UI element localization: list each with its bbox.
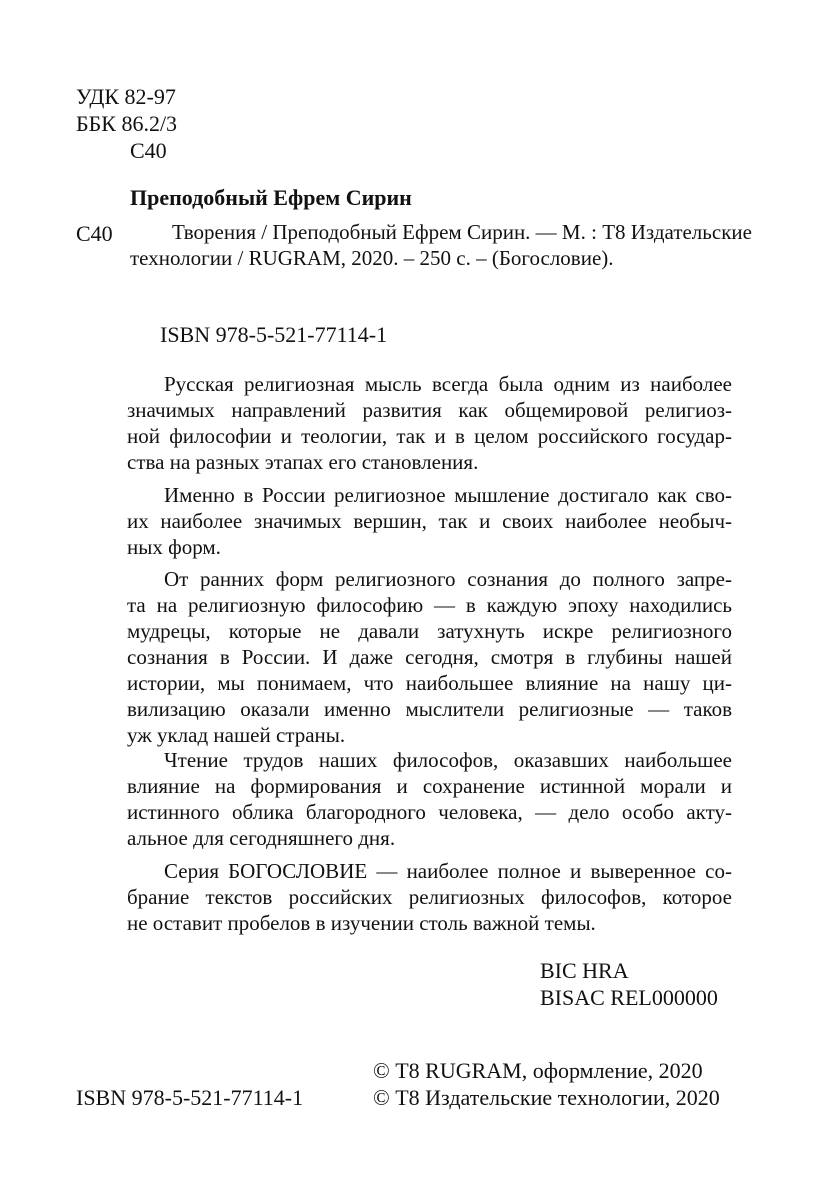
- author-mark: С40: [130, 138, 167, 163]
- copyright-design: © Т8 RUGRAM, оформление, 2020: [373, 1058, 703, 1083]
- bbk-code: ББК 86.2/3: [76, 111, 178, 136]
- text-line: Русская религиозная мысль всегда была одним из наиболее: [164, 372, 732, 396]
- annotation-paragraph-3: [127, 566, 732, 748]
- bic-code: BIC HRA: [540, 958, 629, 983]
- text-line: От ранних форм религиозного сознания до полного запре-: [164, 567, 732, 591]
- text-line: истории, мы понимаем, что наибольшее влияние на нашу ци-: [127, 671, 732, 695]
- text-line: Серия БОГОСЛОВИЕ — наиболее полное и выверенное со-: [164, 859, 732, 883]
- text-line: ства на разных этапах его становления.: [127, 450, 479, 474]
- text-line: уж уклад нашей страны.: [127, 723, 346, 747]
- record-heading: Преподобный Ефрем Сирин: [130, 185, 412, 210]
- text-line: та на религиозную философию — в каждую эпоху находились: [127, 593, 732, 617]
- text-line: ных форм.: [127, 535, 221, 559]
- text-line: влияние на формирования и сохранение истинной морали и: [127, 774, 732, 798]
- text-line: значимых направлений развития как общемировой религиоз-: [127, 398, 732, 422]
- annotation-paragraph-1: [127, 371, 732, 475]
- udk-code: УДК 82-97: [76, 84, 176, 109]
- text-line: мудрецы, которые не давали затухнуть искре религиозного: [127, 619, 732, 643]
- record-description: [130, 219, 752, 271]
- footer-isbn: ISBN 978-5-521-77114-1: [76, 1085, 304, 1110]
- text-line: Именно в России религиозное мышление достигало как сво-: [164, 483, 732, 507]
- text-line: вилизацию оказали именно мыслители религиозные — таков: [127, 697, 732, 721]
- copyright-publisher: © Т8 Издательские технологии, 2020: [373, 1085, 720, 1110]
- annotation-paragraph-2: [127, 482, 732, 560]
- text-line: истинного облика благородного человека, — дело особо акту-: [127, 800, 732, 824]
- text-line: Чтение трудов наших философов, оказавших наибольшее: [164, 748, 732, 772]
- record-isbn: ISBN 978-5-521-77114-1: [160, 322, 388, 347]
- bisac-code: BISAC REL000000: [540, 985, 718, 1010]
- text-line: их наиболее значимых вершин, так и своих наиболее необыч-: [127, 509, 732, 533]
- record-mark: С40: [76, 221, 113, 246]
- text-line: альное для сегодняшнего дня.: [127, 826, 396, 850]
- text-line: не оставит пробелов в изучении столь важной темы.: [127, 911, 596, 935]
- record-description-line: технологии / RUGRAM, 2020. – 250 с. – (Богословие).: [130, 246, 614, 270]
- annotation-paragraph-4: [127, 747, 732, 851]
- text-line: ной философии и теологии, так и в целом российского государ-: [127, 424, 732, 448]
- text-line: сознания в России. И даже сегодня, смотря в глубины нашей: [127, 645, 732, 669]
- text-line: брание текстов российских религиозных философов, которое: [127, 885, 732, 909]
- record-description-line: Творения / Преподобный Ефрем Сирин. — М. : Т8 Издательские: [172, 220, 752, 244]
- annotation-paragraph-5: [127, 858, 732, 936]
